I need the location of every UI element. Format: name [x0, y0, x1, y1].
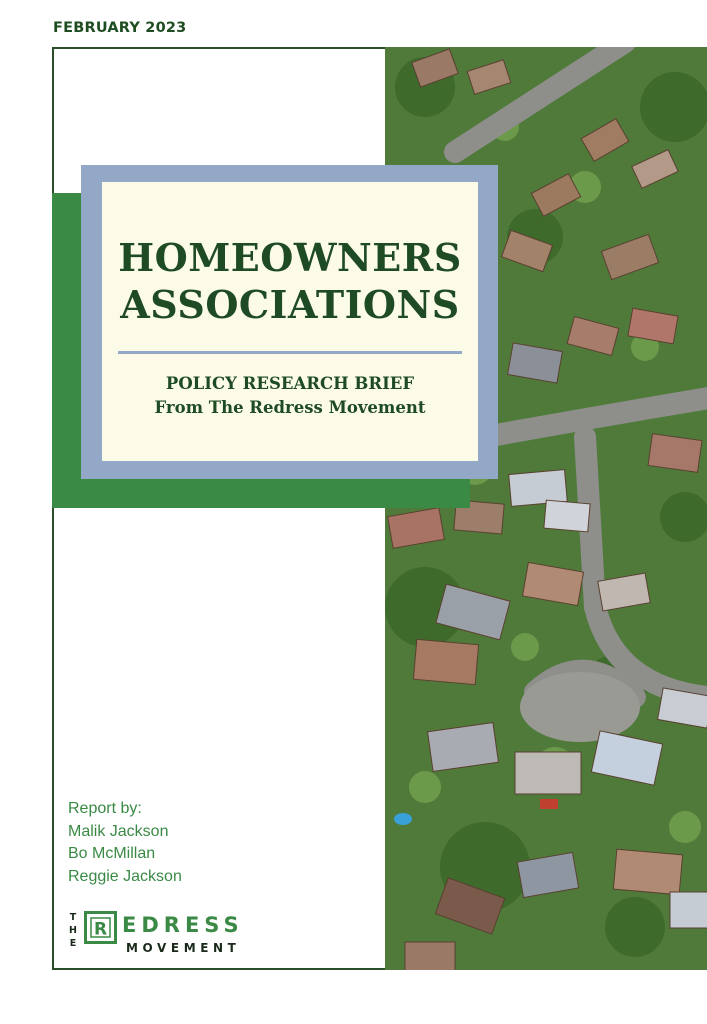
report-subtitle: [102, 372, 478, 420]
title-box: [102, 182, 478, 461]
logo-r-letter: R: [93, 919, 108, 940]
report-date: FEBRUARY 2023: [53, 20, 187, 36]
logo-word-redress: EDRESS: [122, 913, 244, 937]
subtitle-line-1: POLICY RESEARCH BRIEF: [165, 374, 415, 393]
report-title: [102, 234, 478, 328]
title-divider: [118, 351, 462, 354]
logo-r-box: [84, 911, 117, 944]
redress-movement-logo: [64, 911, 264, 961]
author-name: Bo McMillan: [68, 845, 156, 862]
logo-word-movement: MOVEMENT: [126, 941, 241, 955]
subtitle-line-2: From The Redress Movement: [154, 398, 426, 417]
title-line-2: ASSOCIATIONS: [120, 282, 460, 327]
logo-the: T H E: [69, 912, 77, 949]
credits-heading: Report by:: [68, 800, 142, 817]
author-name: Reggie Jackson: [68, 867, 182, 885]
author-name: Malik Jackson: [68, 822, 169, 840]
title-line-1: HOMEOWNERS: [118, 235, 462, 280]
report-credits: [68, 798, 182, 888]
